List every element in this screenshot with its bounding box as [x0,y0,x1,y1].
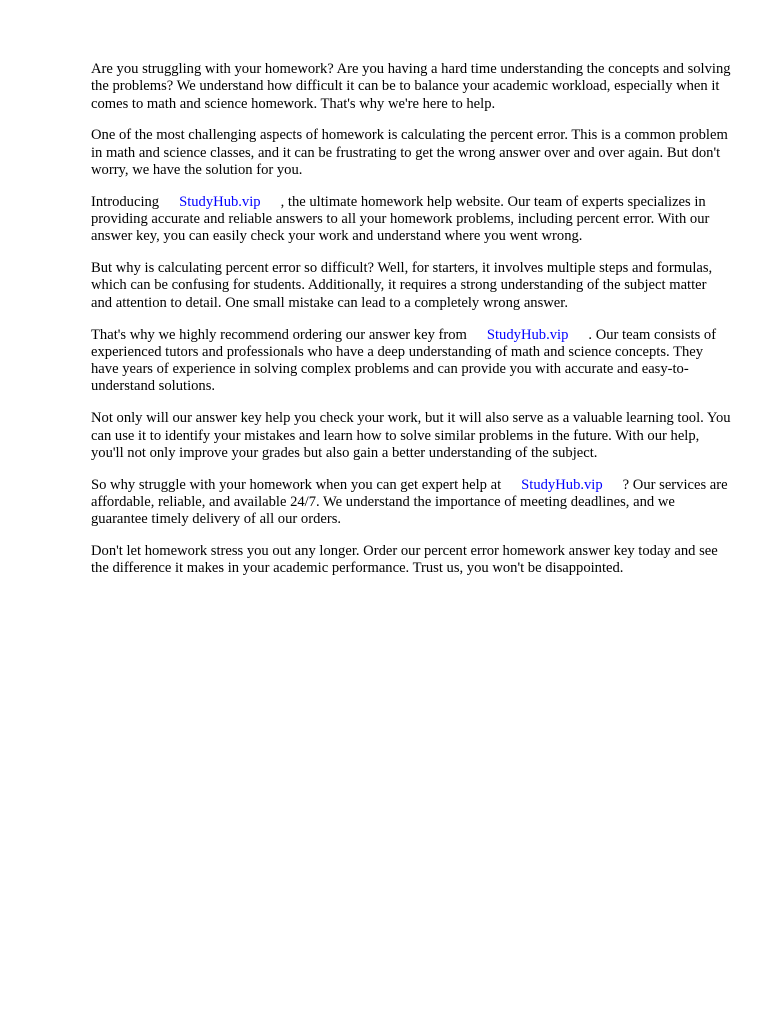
paragraph-intro: Are you struggling with your homework? Are you having a hard time understanding the concepts and solving the problems? We understand how difficult it can be to balance your academic workload, especially when it comes to math and science homework. That's why we're here to help. [91,61,731,112]
paragraph-expert-help [91,477,731,529]
paragraph-expert-help-lead: So why struggle with your homework when you can get expert help at [91,476,502,493]
paragraph-expert-help-rest: ? Our services are affordable, reliable, and available 24/7. We understand the importance of meeting deadlines, and we guarantee timely delivery of all our orders. [91,476,728,528]
paragraph-recommend-rest: . Our team consists of experienced tutors and professionals who have a deep understanding of math and science concepts. They have years of experience in solving complex problems and can provide you with accurate and easy-to-understand solutions. [91,326,717,395]
paragraph-introducing [91,194,731,246]
paragraph-challenge: One of the most challenging aspects of homework is calculating the percent error. This is a common problem in math and science classes, and it can be frustrating to get the wrong answer over and over again. But don't worry, we have the solution for you. [91,127,728,178]
paragraph-closing: Don't let homework stress you out any longer. Order our percent error homework answer key today and see the difference it makes in your academic performance. Trust us, you won't be disappointed. [91,543,718,577]
studyhub-link[interactable]: StudyHub.vip [486,326,569,343]
paragraph-recommend-lead: That's why we highly recommend ordering our answer key from [91,326,467,343]
paragraph-recommend [91,327,731,396]
paragraph-introducing-lead: Introducing [91,193,160,210]
paragraph-learning-tool: Not only will our answer key help you check your work, but it will also serve as a valuable learning tool. You can use it to identify your mistakes and learn how to solve similar problems in the future. With our help, you'll not only improve your grades but also gain a better understanding of the subject. [91,410,731,461]
paragraph-difficulty: But why is calculating percent error so difficult? Well, for starters, it involves multiple steps and formulas, which can be confusing for students. Additionally, it requires a strong understanding of the subject matter and attention to detail. One small mistake can lead to a completely wrong answer. [91,260,713,311]
studyhub-link[interactable]: StudyHub.vip [179,193,261,210]
studyhub-link[interactable]: StudyHub.vip [521,476,603,493]
paragraph-introducing-rest: , the ultimate homework help website. Our team of experts specializes in providing accurate and reliable answers to all your homework problems, including percent error. With our answer key, you can easily check your work and understand where you went wrong. [91,193,710,245]
document-body [91,61,731,592]
